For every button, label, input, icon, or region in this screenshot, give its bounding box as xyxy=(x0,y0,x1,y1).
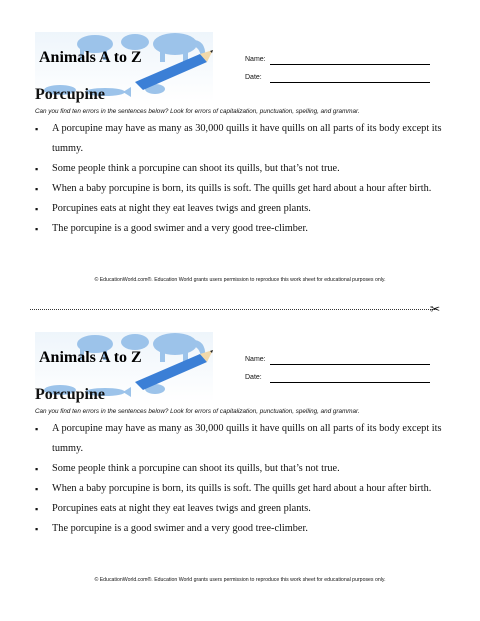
name-label: Name: xyxy=(245,56,266,63)
date-line[interactable] xyxy=(270,82,430,83)
scissors-icon: ✂ xyxy=(430,302,441,316)
sentence-text: Porcupines eats at night they eat leaves twigs and green plants. xyxy=(52,203,311,214)
page-title: Porcupine xyxy=(35,386,105,403)
bullet-icon: ▪ xyxy=(35,124,39,134)
bullet-icon: ▪ xyxy=(35,504,39,514)
banner-title: Animals A to Z xyxy=(39,49,142,66)
sentence-text: The porcupine is a good swimer and a very good tree-climber. xyxy=(52,523,308,534)
instructions: Can you find ten errors in the sentences below? Look for errors of capitalization, punctuation, spelling, and grammar. xyxy=(35,408,360,415)
list-item xyxy=(35,159,455,179)
sentence-text: Some people think a porcupine can shoot its quills, but that’s not true. xyxy=(52,163,340,174)
copyright-footer: © EducationWorld.com®. Education World grants users permission to reproduce this work sheet for educational purposes only. xyxy=(94,277,386,283)
bullet-icon: ▪ xyxy=(35,524,39,534)
list-item xyxy=(35,519,455,539)
sentence-text: When a baby porcupine is born, its quills is soft. The quills get hard about a hour after birth. xyxy=(52,183,432,194)
bullet-icon: ▪ xyxy=(35,224,39,234)
sentence-list xyxy=(35,419,455,539)
sentence-text: Porcupines eats at night they eat leaves twigs and green plants. xyxy=(52,503,311,514)
bullet-icon: ▪ xyxy=(35,424,39,434)
worksheet-copy-top xyxy=(0,28,480,318)
instructions: Can you find ten errors in the sentences below? Look for errors of capitalization, punctuation, spelling, and grammar. xyxy=(35,108,360,115)
sentence-text: Some people think a porcupine can shoot its quills, but that’s not true. xyxy=(52,463,340,474)
bullet-icon: ▪ xyxy=(35,464,39,474)
sentence-text: When a baby porcupine is born, its quills is soft. The quills get hard about a hour after birth. xyxy=(52,483,432,494)
date-field[interactable] xyxy=(245,374,435,384)
list-item xyxy=(35,199,455,219)
name-field[interactable] xyxy=(245,56,435,66)
page-title: Porcupine xyxy=(35,86,105,103)
list-item xyxy=(35,499,455,519)
sentence-text: The porcupine is a good swimer and a very good tree-climber. xyxy=(52,223,308,234)
sentence-list xyxy=(35,119,455,239)
list-item xyxy=(35,479,455,499)
name-line[interactable] xyxy=(270,64,430,65)
list-item xyxy=(35,459,455,479)
name-label: Name: xyxy=(245,356,266,363)
list-item xyxy=(35,119,455,159)
list-item xyxy=(35,219,455,239)
bullet-icon: ▪ xyxy=(35,164,39,174)
sentence-text: A porcupine may have as many as 30,000 quills it have quills on all parts of its body except its tummy. xyxy=(52,423,442,454)
copyright-footer: © EducationWorld.com®. Education World grants users permission to reproduce this work sheet for educational purposes only. xyxy=(94,577,386,583)
name-line[interactable] xyxy=(270,364,430,365)
list-item xyxy=(35,419,455,459)
list-item xyxy=(35,179,455,199)
sentence-text: A porcupine may have as many as 30,000 quills it have quills on all parts of its body except its tummy. xyxy=(52,123,442,154)
date-label: Date: xyxy=(245,374,262,381)
worksheet-copy-bottom xyxy=(0,328,480,618)
name-field[interactable] xyxy=(245,356,435,366)
date-label: Date: xyxy=(245,74,262,81)
banner-title: Animals A to Z xyxy=(39,349,142,366)
cut-line xyxy=(30,309,435,310)
bullet-icon: ▪ xyxy=(35,484,39,494)
date-field[interactable] xyxy=(245,74,435,84)
date-line[interactable] xyxy=(270,382,430,383)
bullet-icon: ▪ xyxy=(35,184,39,194)
bullet-icon: ▪ xyxy=(35,204,39,214)
